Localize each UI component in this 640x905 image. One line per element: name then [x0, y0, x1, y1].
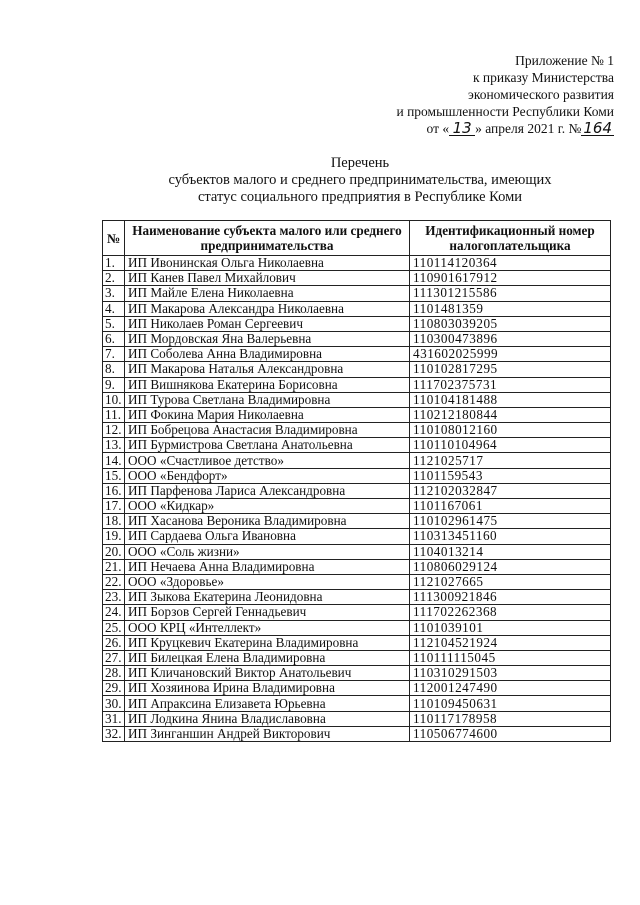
inn-value: 110111115045 [410, 650, 611, 665]
enterprises-table [102, 220, 611, 742]
appendix-order-ref: к приказу Министерства [472, 70, 614, 85]
table-row [103, 681, 611, 696]
inn-value: 110104181488 [410, 392, 611, 407]
table-row [103, 301, 611, 316]
enterprise-name: ИП Соболева Анна Владимировна [125, 347, 410, 362]
enterprise-name: ИП Зинганшин Андрей Викторович [125, 726, 410, 741]
inn-value: 111702375731 [410, 377, 611, 392]
table-row [103, 605, 611, 620]
inn-value: 110117178958 [410, 711, 611, 726]
row-number: 7. [103, 347, 125, 362]
table-row [103, 392, 611, 407]
enterprise-name: ИП Борзов Сергей Геннадьевич [125, 605, 410, 620]
inn-value: 110313451160 [410, 529, 611, 544]
enterprise-name: ИП Лодкина Янина Владиславовна [125, 711, 410, 726]
inn-value: 111300921846 [410, 590, 611, 605]
table-row [103, 331, 611, 346]
inn-value: 1121025717 [410, 453, 611, 468]
row-number: 11. [103, 407, 125, 422]
enterprise-name: ИП Апраксина Елизавета Юрьевна [125, 696, 410, 711]
enterprise-name: ИП Сардаева Ольга Ивановна [125, 529, 410, 544]
row-number: 5. [103, 316, 125, 331]
table-row [103, 499, 611, 514]
inn-value: 110300473896 [410, 331, 611, 346]
table-row [103, 256, 611, 271]
inn-value: 110102817295 [410, 362, 611, 377]
table-row [103, 559, 611, 574]
row-number: 31. [103, 711, 125, 726]
table-row [103, 483, 611, 498]
enterprise-name: ИП Зыкова Екатерина Леонидовна [125, 590, 410, 605]
inn-value: 431602025999 [410, 347, 611, 362]
inn-value: 110114120364 [410, 256, 611, 271]
row-number: 20. [103, 544, 125, 559]
header-inn: Идентификационный номер налогоплательщика [410, 221, 611, 256]
row-number: 28. [103, 666, 125, 681]
row-number: 1. [103, 256, 125, 271]
enterprise-name: ООО «Кидкар» [125, 499, 410, 514]
row-number: 4. [103, 301, 125, 316]
inn-value: 1121027665 [410, 574, 611, 589]
inn-value: 110212180844 [410, 407, 611, 422]
row-number: 22. [103, 574, 125, 589]
row-number: 6. [103, 331, 125, 346]
enterprise-name: ИП Макарова Александра Николаевна [125, 301, 410, 316]
table-row [103, 377, 611, 392]
enterprise-name: ИП Нечаева Анна Владимировна [125, 559, 410, 574]
appendix-ministry-line1: экономического развития [468, 87, 614, 102]
enterprise-name: ООО КРЦ «Интеллект» [125, 620, 410, 635]
row-number: 19. [103, 529, 125, 544]
table-row [103, 666, 611, 681]
table-row [103, 347, 611, 362]
row-number: 27. [103, 650, 125, 665]
table-row [103, 423, 611, 438]
table-row [103, 316, 611, 331]
row-number: 25. [103, 620, 125, 635]
inn-value: 1101167061 [410, 499, 611, 514]
table-row [103, 544, 611, 559]
inn-value: 110806029124 [410, 559, 611, 574]
row-number: 23. [103, 590, 125, 605]
table-header-row [103, 221, 611, 256]
header-name: Наименование субъекта малого или среднего предпринимательства [125, 221, 410, 256]
inn-value: 110109450631 [410, 696, 611, 711]
row-number: 8. [103, 362, 125, 377]
row-number: 30. [103, 696, 125, 711]
row-number: 2. [103, 271, 125, 286]
table-row [103, 574, 611, 589]
title-line-1: Перечень [330, 155, 390, 171]
enterprise-name: ИП Бобрецова Анастасия Владимировна [125, 423, 410, 438]
enterprise-name: ИП Майле Елена Николаевна [125, 286, 410, 301]
row-number: 24. [103, 605, 125, 620]
row-number: 16. [103, 483, 125, 498]
row-number: 12. [103, 423, 125, 438]
inn-value: 1101481359 [410, 301, 611, 316]
row-number: 18. [103, 514, 125, 529]
table-row [103, 620, 611, 635]
row-number: 26. [103, 635, 125, 650]
table-row [103, 696, 611, 711]
enterprise-name: ИП Бурмистрова Светлана Анатольевна [125, 438, 410, 453]
enterprise-name: ИП Хозяинова Ирина Владимировна [125, 681, 410, 696]
enterprise-name: ИП Николаев Роман Сергеевич [125, 316, 410, 331]
title-line-2: субъектов малого и среднего предпринимательства, имеющих [168, 172, 552, 188]
appendix-number: Приложение № 1 [515, 53, 614, 68]
inn-value: 1101039101 [410, 620, 611, 635]
inn-value: 110110104964 [410, 438, 611, 453]
table-row [103, 453, 611, 468]
row-number: 14. [103, 453, 125, 468]
table-row [103, 438, 611, 453]
enterprise-name: ИП Макарова Наталья Александровна [125, 362, 410, 377]
row-number: 15. [103, 468, 125, 483]
enterprise-name: ИП Парфенова Лариса Александровна [125, 483, 410, 498]
inn-value: 111702262368 [410, 605, 611, 620]
enterprise-name: ООО «Счастливое детство» [125, 453, 410, 468]
enterprise-name: ООО «Соль жизни» [125, 544, 410, 559]
row-number: 21. [103, 559, 125, 574]
row-number: 32. [103, 726, 125, 741]
inn-value: 112001247490 [410, 681, 611, 696]
enterprise-name: ИП Кличановский Виктор Анатольевич [125, 666, 410, 681]
inn-value: 1104013214 [410, 544, 611, 559]
row-number: 3. [103, 286, 125, 301]
table-row [103, 286, 611, 301]
row-number: 17. [103, 499, 125, 514]
inn-value: 111301215586 [410, 286, 611, 301]
table-row [103, 726, 611, 741]
table-row [103, 635, 611, 650]
table-row [103, 362, 611, 377]
inn-value: 110901617912 [410, 271, 611, 286]
enterprise-name: ООО «Бендфорт» [125, 468, 410, 483]
handwritten-order-number: 164 [583, 119, 612, 137]
date-suffix: » апреля 2021 г. № [475, 121, 582, 136]
appendix-ministry-line2: и промышленности Республики Коми [396, 104, 614, 119]
enterprise-name: ИП Турова Светлана Владимировна [125, 392, 410, 407]
row-number: 13. [103, 438, 125, 453]
enterprise-name: ИП Мордовская Яна Валерьевна [125, 331, 410, 346]
inn-value: 110102961475 [410, 514, 611, 529]
table-row [103, 711, 611, 726]
inn-value: 110108012160 [410, 423, 611, 438]
inn-value: 1101159543 [410, 468, 611, 483]
document-title [120, 155, 600, 206]
inn-value: 110803039205 [410, 316, 611, 331]
appendix-block [294, 52, 614, 137]
inn-value: 112102032847 [410, 483, 611, 498]
date-prefix: от « [426, 121, 450, 136]
table-body [103, 256, 611, 742]
inn-value: 110310291503 [410, 666, 611, 681]
enterprise-name: ИП Вишнякова Екатерина Борисовна [125, 377, 410, 392]
inn-value: 112104521924 [410, 635, 611, 650]
row-number: 10. [103, 392, 125, 407]
title-line-3: статус социального предприятия в Республике Коми [197, 189, 523, 205]
table-row [103, 590, 611, 605]
enterprise-name: ИП Фокина Мария Николаевна [125, 407, 410, 422]
row-number: 9. [103, 377, 125, 392]
enterprise-name: ИП Круцкевич Екатерина Владимировна [125, 635, 410, 650]
table-row [103, 650, 611, 665]
appendix-date-line [294, 120, 614, 137]
table-row [103, 407, 611, 422]
enterprise-name: ООО «Здоровье» [125, 574, 410, 589]
handwritten-day: 13 [449, 121, 475, 136]
enterprise-name: ИП Канев Павел Михайлович [125, 271, 410, 286]
enterprise-name: ИП Ивонинская Ольга Николаевна [125, 256, 410, 271]
row-number: 29. [103, 681, 125, 696]
table-row [103, 514, 611, 529]
inn-value: 110506774600 [410, 726, 611, 741]
enterprise-name: ИП Билецкая Елена Владимировна [125, 650, 410, 665]
table-row [103, 271, 611, 286]
table-row [103, 529, 611, 544]
enterprise-name: ИП Хасанова Вероника Владимировна [125, 514, 410, 529]
table-row [103, 468, 611, 483]
header-num: № [103, 221, 125, 256]
